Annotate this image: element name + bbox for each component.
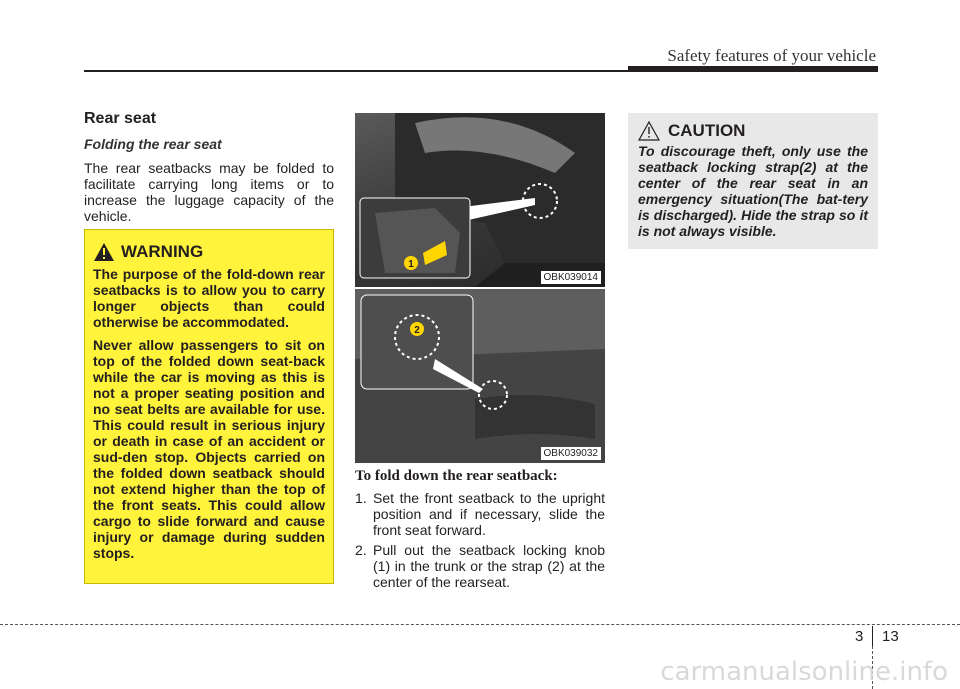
step-number: 1. — [355, 490, 367, 506]
warning-header — [93, 242, 325, 262]
page-number: 13 — [882, 628, 899, 645]
running-header: Safety features of your vehicle — [667, 46, 876, 65]
instruction-step — [355, 490, 605, 538]
figure-code: OBK039014 — [541, 271, 602, 284]
instructions-heading: To fold down the rear seatback: — [355, 468, 558, 484]
caution-text: To discourage theft, only use the seatback locking strap(2) at the center of the rear seat in an emergency situation(The bat-tery is discharged). Hide the strap so it is not always visible. — [638, 143, 868, 239]
warning-paragraph: The purpose of the fold-down rear seatbacks is to allow you to carry longer objects than could otherwise be accommodated. — [93, 266, 325, 330]
trunk-illustration — [355, 113, 605, 287]
trunk-photo — [355, 113, 605, 287]
watermark: carmanualsonline.info — [660, 657, 948, 687]
rear-seat-illustration — [355, 289, 605, 463]
warning-box — [84, 229, 334, 584]
caution-triangle-icon — [638, 121, 660, 141]
page-separator — [872, 626, 873, 646]
figure-code: OBK039032 — [541, 447, 602, 460]
callout-1-label: 1 — [408, 259, 414, 270]
intro-paragraph: The rear seatbacks may be folded to facilitate carrying long items or to increase the luggage capacity of the vehicle. — [84, 160, 334, 224]
callout-2-label: 2 — [414, 325, 420, 336]
warning-triangle-icon — [93, 242, 115, 262]
caution-title: CAUTION — [668, 121, 746, 140]
footer-rule — [0, 624, 960, 625]
caution-header — [638, 121, 868, 141]
chapter-number: 3 — [855, 628, 864, 645]
step-text: Pull out the seatback locking knob (1) in the trunk or the strap (2) at the center of the rearseat. — [373, 542, 605, 590]
intro-section — [84, 110, 334, 224]
instructions-section — [355, 468, 605, 594]
warning-paragraph: Never allow passengers to sit on top of the folded down seat-back while the car is moving as this is not a proper seating position and no seat belts are available for use. This could result in serious injury or death in case of an accident or sud-den stop. Objects carried on the folded down seatback should not extend higher than the top of the front seats. This could allow cargo to slide forward and cause injury or damage during sudden stops. — [93, 337, 325, 561]
header-rule-accent — [628, 66, 878, 72]
section-subheading: Folding the rear seat — [84, 136, 222, 152]
step-text: Set the front seatback to the upright position and if necessary, slide the front seat forward. — [373, 490, 605, 538]
caution-box — [628, 113, 878, 249]
instruction-step — [355, 542, 605, 590]
warning-title: WARNING — [121, 242, 204, 261]
step-number: 2. — [355, 542, 367, 558]
section-heading: Rear seat — [84, 110, 157, 127]
rear-seat-photo — [355, 289, 605, 463]
